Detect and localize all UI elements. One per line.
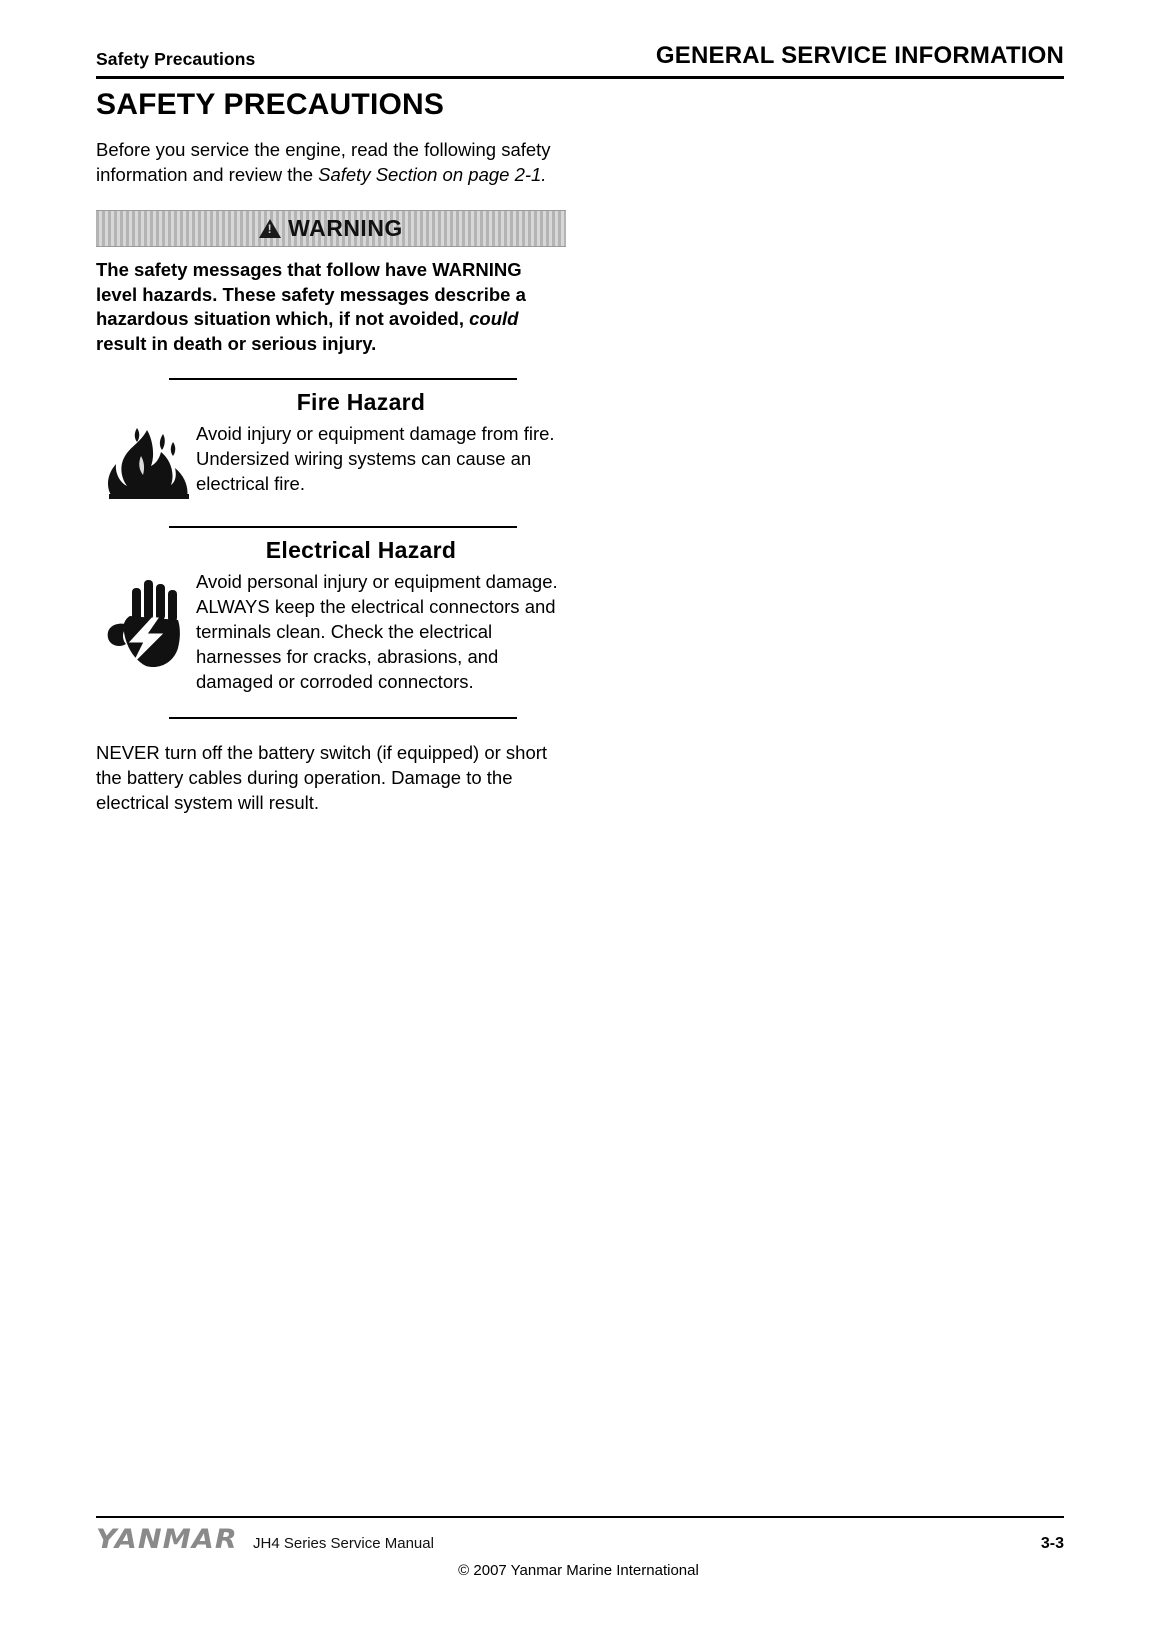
yanmar-logo: YANMAR xyxy=(96,1524,238,1555)
warning-triangle-icon xyxy=(259,219,281,238)
intro-text: Before you service the engine, read the following safety information and review the xyxy=(96,139,551,185)
hazard-divider-bottom xyxy=(169,717,517,719)
page-number: 3-3 xyxy=(1040,1535,1064,1552)
warning-description-part1: The safety messages that follow have WARNING level hazards. These safety messages describe a hazardous situation which, if not avoided, xyxy=(96,258,526,330)
header-chapter-title: GENERAL SERVICE INFORMATION xyxy=(655,42,1064,69)
copyright-notice: © 2007 Yanmar Marine International xyxy=(458,1562,699,1579)
footer-divider xyxy=(96,1516,1064,1518)
fire-hazard-title: Fire Hazard xyxy=(296,389,426,416)
footer-document-title: JH4 Series Service Manual xyxy=(253,1535,434,1552)
page-title: SAFETY PRECAUTIONS xyxy=(96,88,445,121)
fire-hazard-icon xyxy=(96,422,196,504)
intro-paragraph xyxy=(96,138,566,188)
warning-label: WARNING xyxy=(288,214,403,241)
main-content-column xyxy=(96,88,566,816)
electrical-hazard-icon xyxy=(96,570,196,672)
closing-paragraph: NEVER turn off the battery switch (if equipped) or short the battery cables during operation. Damage to the electrical system will result. xyxy=(96,742,548,814)
electrical-hazard-row xyxy=(96,570,566,695)
warning-description-emphasis: could xyxy=(469,308,519,330)
electrical-hazard-text: Avoid personal injury or equipment damage. ALWAYS keep the electrical connectors and terminals clean. Check the electrical harnesses for cracks, abrasions, and damaged or corroded connectors. xyxy=(196,571,558,693)
intro-reference: Safety Section on page 2-1. xyxy=(318,163,547,185)
hazard-divider-middle xyxy=(169,526,517,528)
electrical-hazard-title: Electrical Hazard xyxy=(265,537,457,564)
warning-description-part2: result in death or serious injury. xyxy=(96,332,377,354)
hazard-divider-top xyxy=(169,378,517,380)
header-divider xyxy=(96,76,1064,79)
page-footer xyxy=(96,1524,1064,1555)
warning-banner-inner xyxy=(259,215,403,242)
warning-description xyxy=(96,258,566,356)
fire-hazard-text: Avoid injury or equipment damage from fire. Undersized wiring systems can cause an electrical fire. xyxy=(196,423,555,495)
page-header xyxy=(96,42,1064,70)
warning-banner xyxy=(96,210,566,247)
header-section-title: Safety Precautions xyxy=(96,49,256,69)
fire-hazard-row xyxy=(96,422,566,504)
